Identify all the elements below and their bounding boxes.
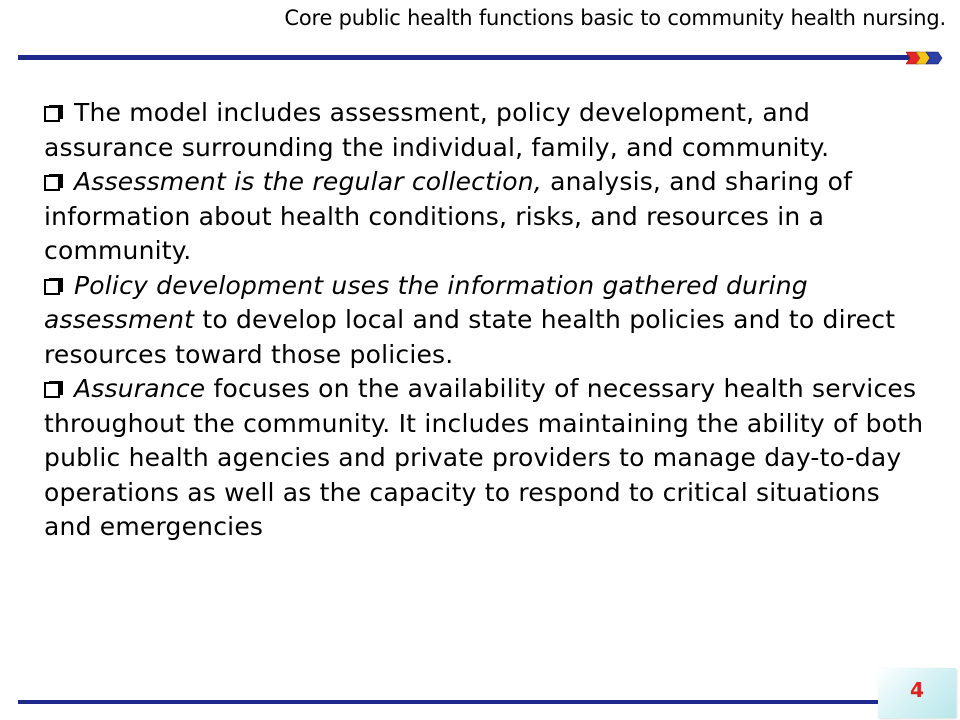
bottom-divider — [18, 700, 878, 704]
bullet-text: The model includes assessment, policy development, and assurance surrounding the individual, family, and community. — [44, 98, 830, 162]
bullet-text: analysis, and sharing of information about health conditions, risks, and resources in a community. — [44, 167, 853, 265]
bullet-italic: Assessment is the regular collection, — [74, 167, 542, 196]
top-divider — [18, 55, 916, 60]
bullet-paragraph — [44, 96, 924, 165]
triple-chevron-arrow-icon — [906, 50, 944, 66]
slide-body — [44, 96, 924, 545]
bullet-italic: Policy development uses the information gathered during assessment — [44, 270, 808, 334]
page-number-badge — [878, 668, 956, 718]
bullet-text: to develop local and state health policies and to direct resources toward those policies. — [44, 305, 896, 369]
checkbox-bullet-icon — [44, 380, 66, 398]
slide-title: Core public health functions basic to community health nursing. — [284, 6, 946, 30]
checkbox-bullet-icon — [44, 173, 66, 191]
bullet-paragraph — [44, 372, 924, 545]
bullet-italic: Assurance — [74, 374, 206, 403]
page-number: 4 — [910, 678, 924, 702]
checkbox-bullet-icon — [44, 104, 66, 122]
bullet-text: focuses on the availability of necessary health services throughout the community. It includes maintaining the ability of both public health agencies and private providers to manage day-to-day operations as well as the capacity to respond to critical situations and emergencies — [44, 374, 924, 541]
bullet-paragraph — [44, 269, 924, 373]
bullet-paragraph — [44, 165, 924, 269]
checkbox-bullet-icon — [44, 277, 66, 295]
